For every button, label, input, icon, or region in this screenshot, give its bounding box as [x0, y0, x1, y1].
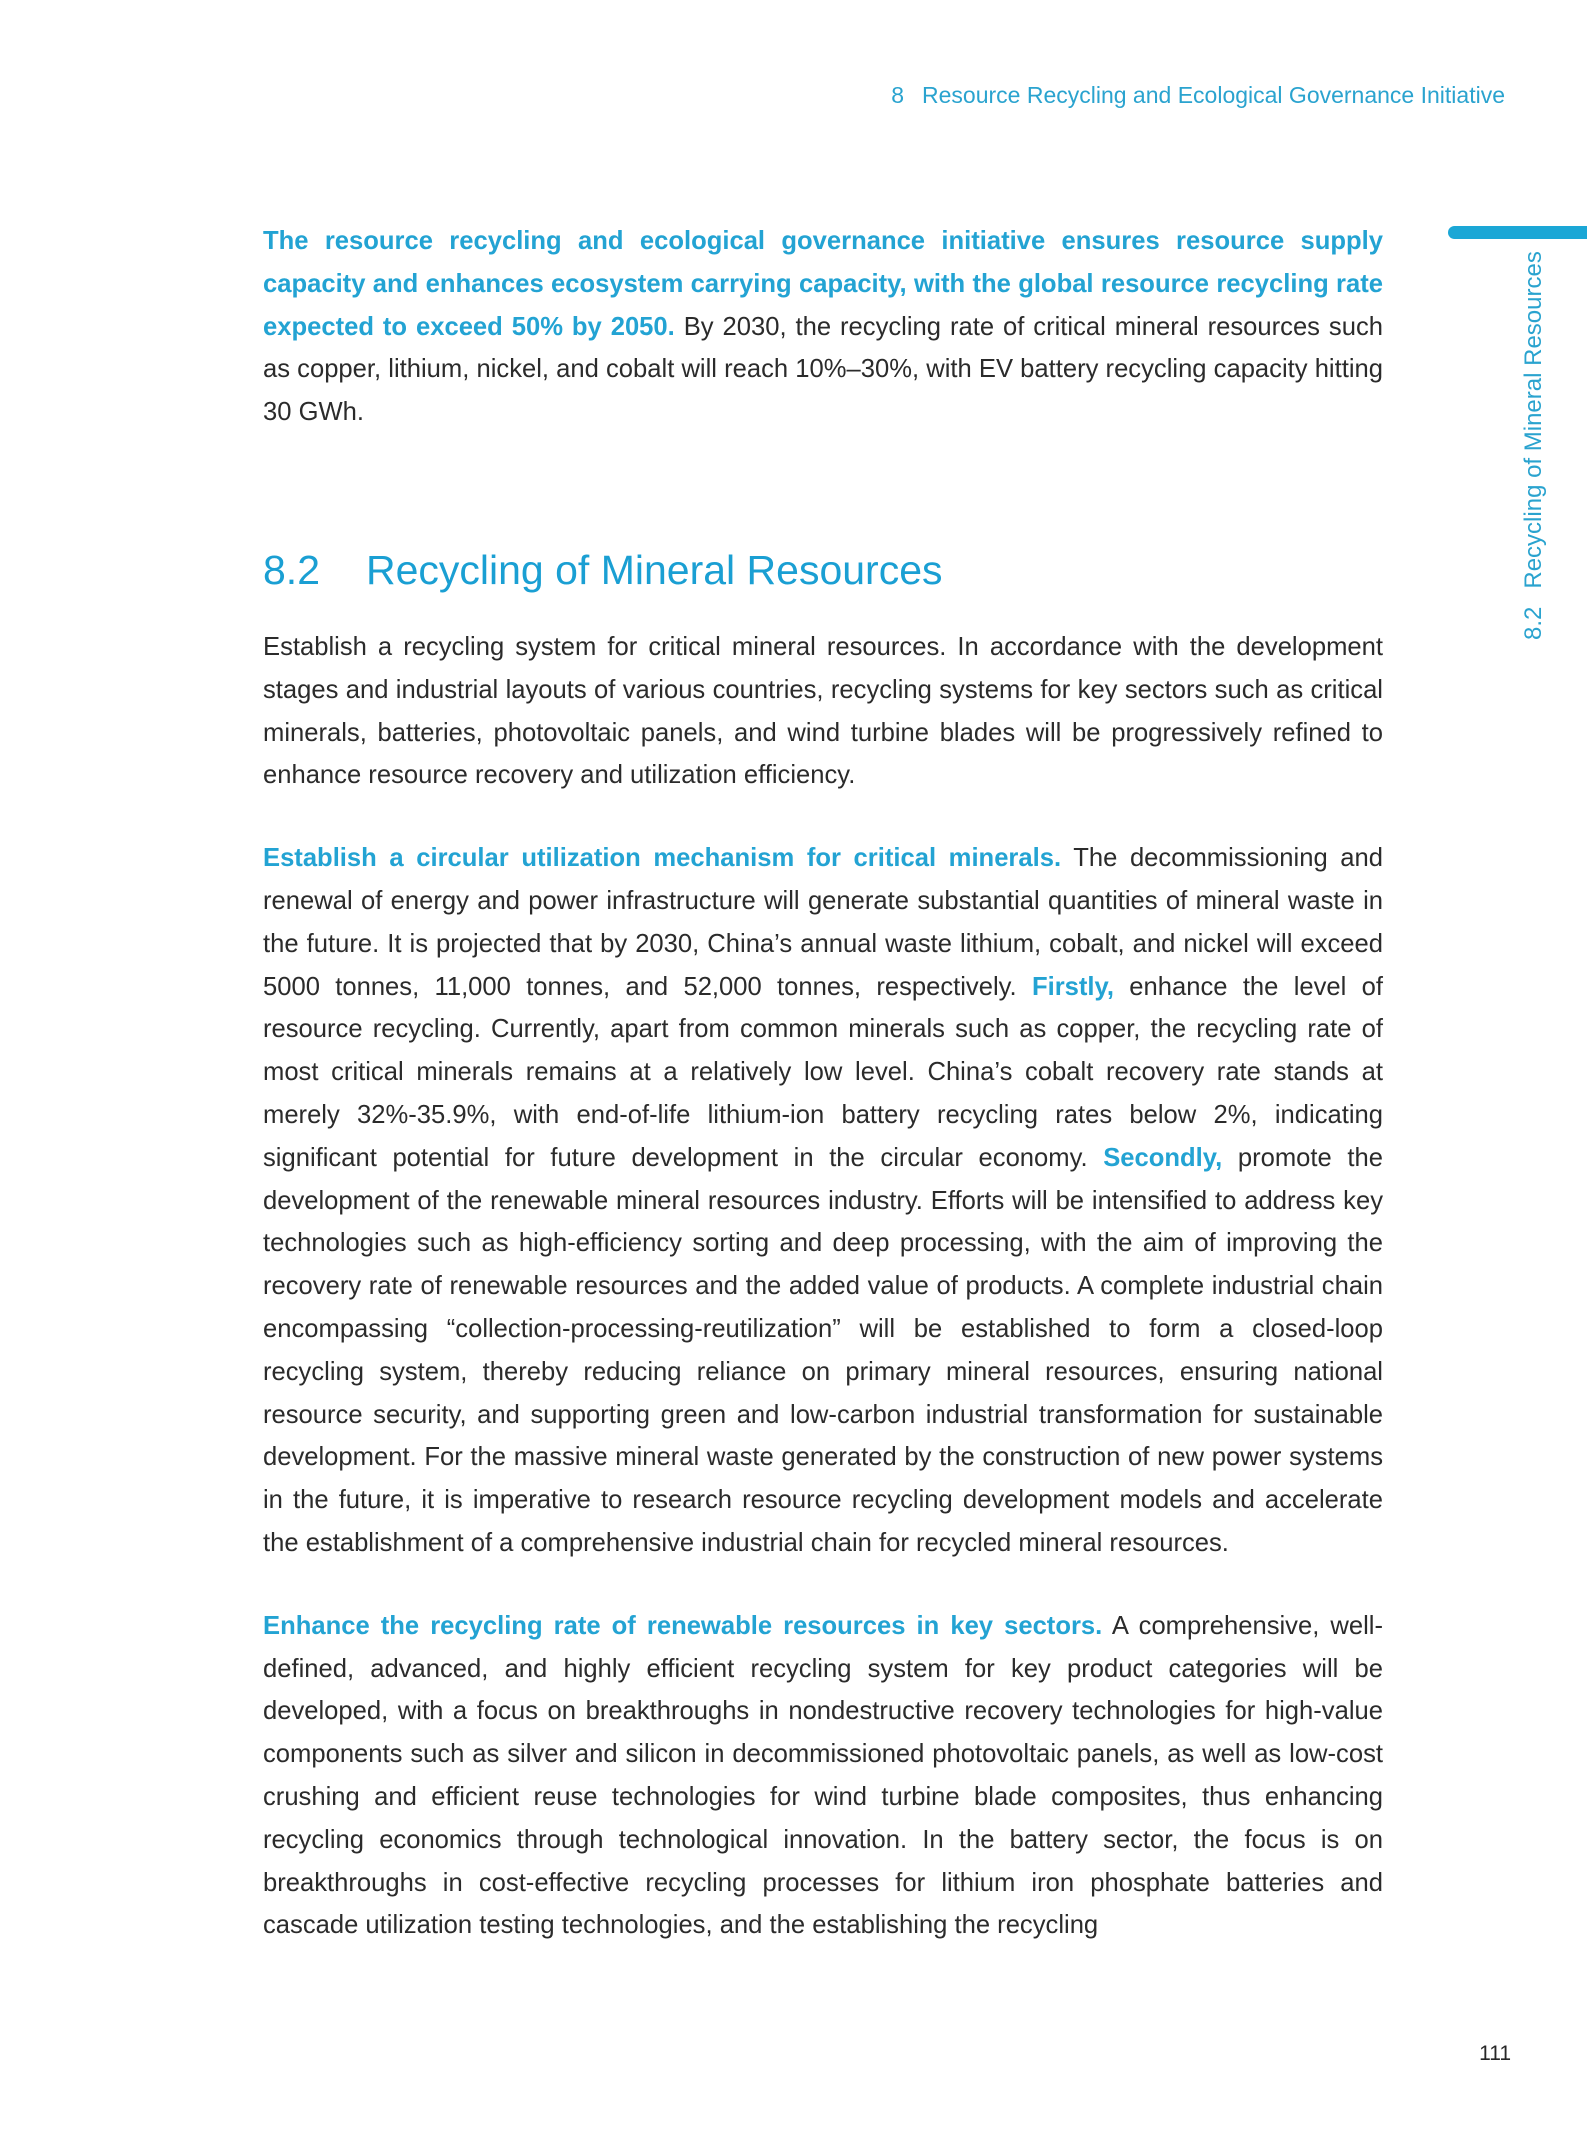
paragraph2-text-b: enhance the level of resource recycling. Currently, apart from common minerals such as copper, the recycling rate of most critical minerals remains at a relatively low level. China’s cobalt recovery rate stands at merely 32%-35.9%, with end-of-life lithium-ion battery recycling rates below 2%, indicating significant potential for future development in the circular economy.: [263, 972, 1383, 1172]
paragraph-recycling-system: Establish a recycling system for critical mineral resources. In accordance with the development stages and industrial layouts of various countries, recycling systems for key sectors such as critical minerals, batteries, photovoltaic panels, and wind turbine blades will be progressively refined to enhance resource recovery and utilization efficiency.: [263, 632, 1383, 790]
chapter-title: Resource Recycling and Ecological Governance Initiative: [922, 82, 1505, 108]
paragraph-key-sectors: [263, 1605, 1383, 1947]
page-number: 111: [1479, 2042, 1511, 2065]
section-number: 8.2: [263, 546, 320, 593]
paragraph2-text-a: The decommissioning and renewal of energy and power infrastructure will generate substantial quantities of mineral waste in the future. It is projected that by 2030, China’s annual waste lithium, cobalt, and nickel will exceed 5000 tonnes, 11,000 tonnes, and 52,000 tonnes, respectively.: [263, 844, 1383, 1001]
section-title: Recycling of Mineral Resources: [366, 546, 943, 593]
side-tab: [1520, 251, 1548, 640]
paragraph2-bold-lead: Establish a circular utilization mechanism for critical minerals.: [263, 844, 1062, 873]
chapter-number: 8: [891, 82, 905, 108]
secondly-highlight: Secondly,: [1103, 1143, 1223, 1172]
intro-text: By 2030, the recycling rate of critical mineral resources such as copper, lithium, nickel, and cobalt will reach 10%–30%, with EV battery recycling capacity hitting 30 GWh.: [263, 312, 1383, 427]
firstly-highlight: Firstly,: [1031, 972, 1114, 1001]
paragraph2-text-c: promote the development of the renewable mineral resources industry. Efforts will be intensified to address key technologies such as high-efficiency sorting and deep processing, with the aim of improving the recovery rate of renewable resources and the added value of products. A complete industrial chain encompassing “collection-processing-reutilization” will be established to form a closed-loop recycling system, thereby reducing reliance on primary mineral resources, ensuring national resource security, and supporting green and low-carbon industrial transformation for sustainable development. For the massive mineral waste generated by the construction of new power systems in the future, it is imperative to research resource recycling development models and accelerate the establishment of a comprehensive industrial chain for recycled mineral resources.: [263, 1143, 1383, 1557]
intro-paragraph: [263, 220, 1383, 434]
main-content: [263, 220, 1383, 1947]
running-header: [891, 82, 1505, 109]
paragraph3-bold-lead: Enhance the recycling rate of renewable resources in key sectors.: [263, 1611, 1103, 1640]
side-tab-bar: [1448, 226, 1587, 239]
paragraph3-text: A comprehensive, well-defined, advanced, and highly efficient recycling system for key product categories will be developed, with a focus on breakthroughs in nondestructive recovery technologies for high-value components such as silver and silicon in decommissioned photovoltaic panels, as well as low-cost crushing and efficient reuse technologies for wind turbine blade composites, thus enhancing recycling economics through technological innovation. In the battery sector, the focus is on breakthroughs in cost-effective recycling processes for lithium iron phosphate batteries and cascade utilization testing technologies, and the establishing the recycling: [263, 1611, 1383, 1940]
intro-bold-lead: The resource recycling and ecological governance initiative ensures resource supply capacity and enhances ecosystem carrying capacity, with the global resource recycling rate expected to exceed 50% by 2050.: [263, 227, 1383, 341]
side-tab-section-title: Recycling of Mineral Resources: [1520, 251, 1547, 589]
side-tab-section-number: 8.2: [1520, 606, 1547, 640]
section-heading: [263, 544, 1383, 596]
paragraph-circular-mechanism: [263, 837, 1383, 1565]
